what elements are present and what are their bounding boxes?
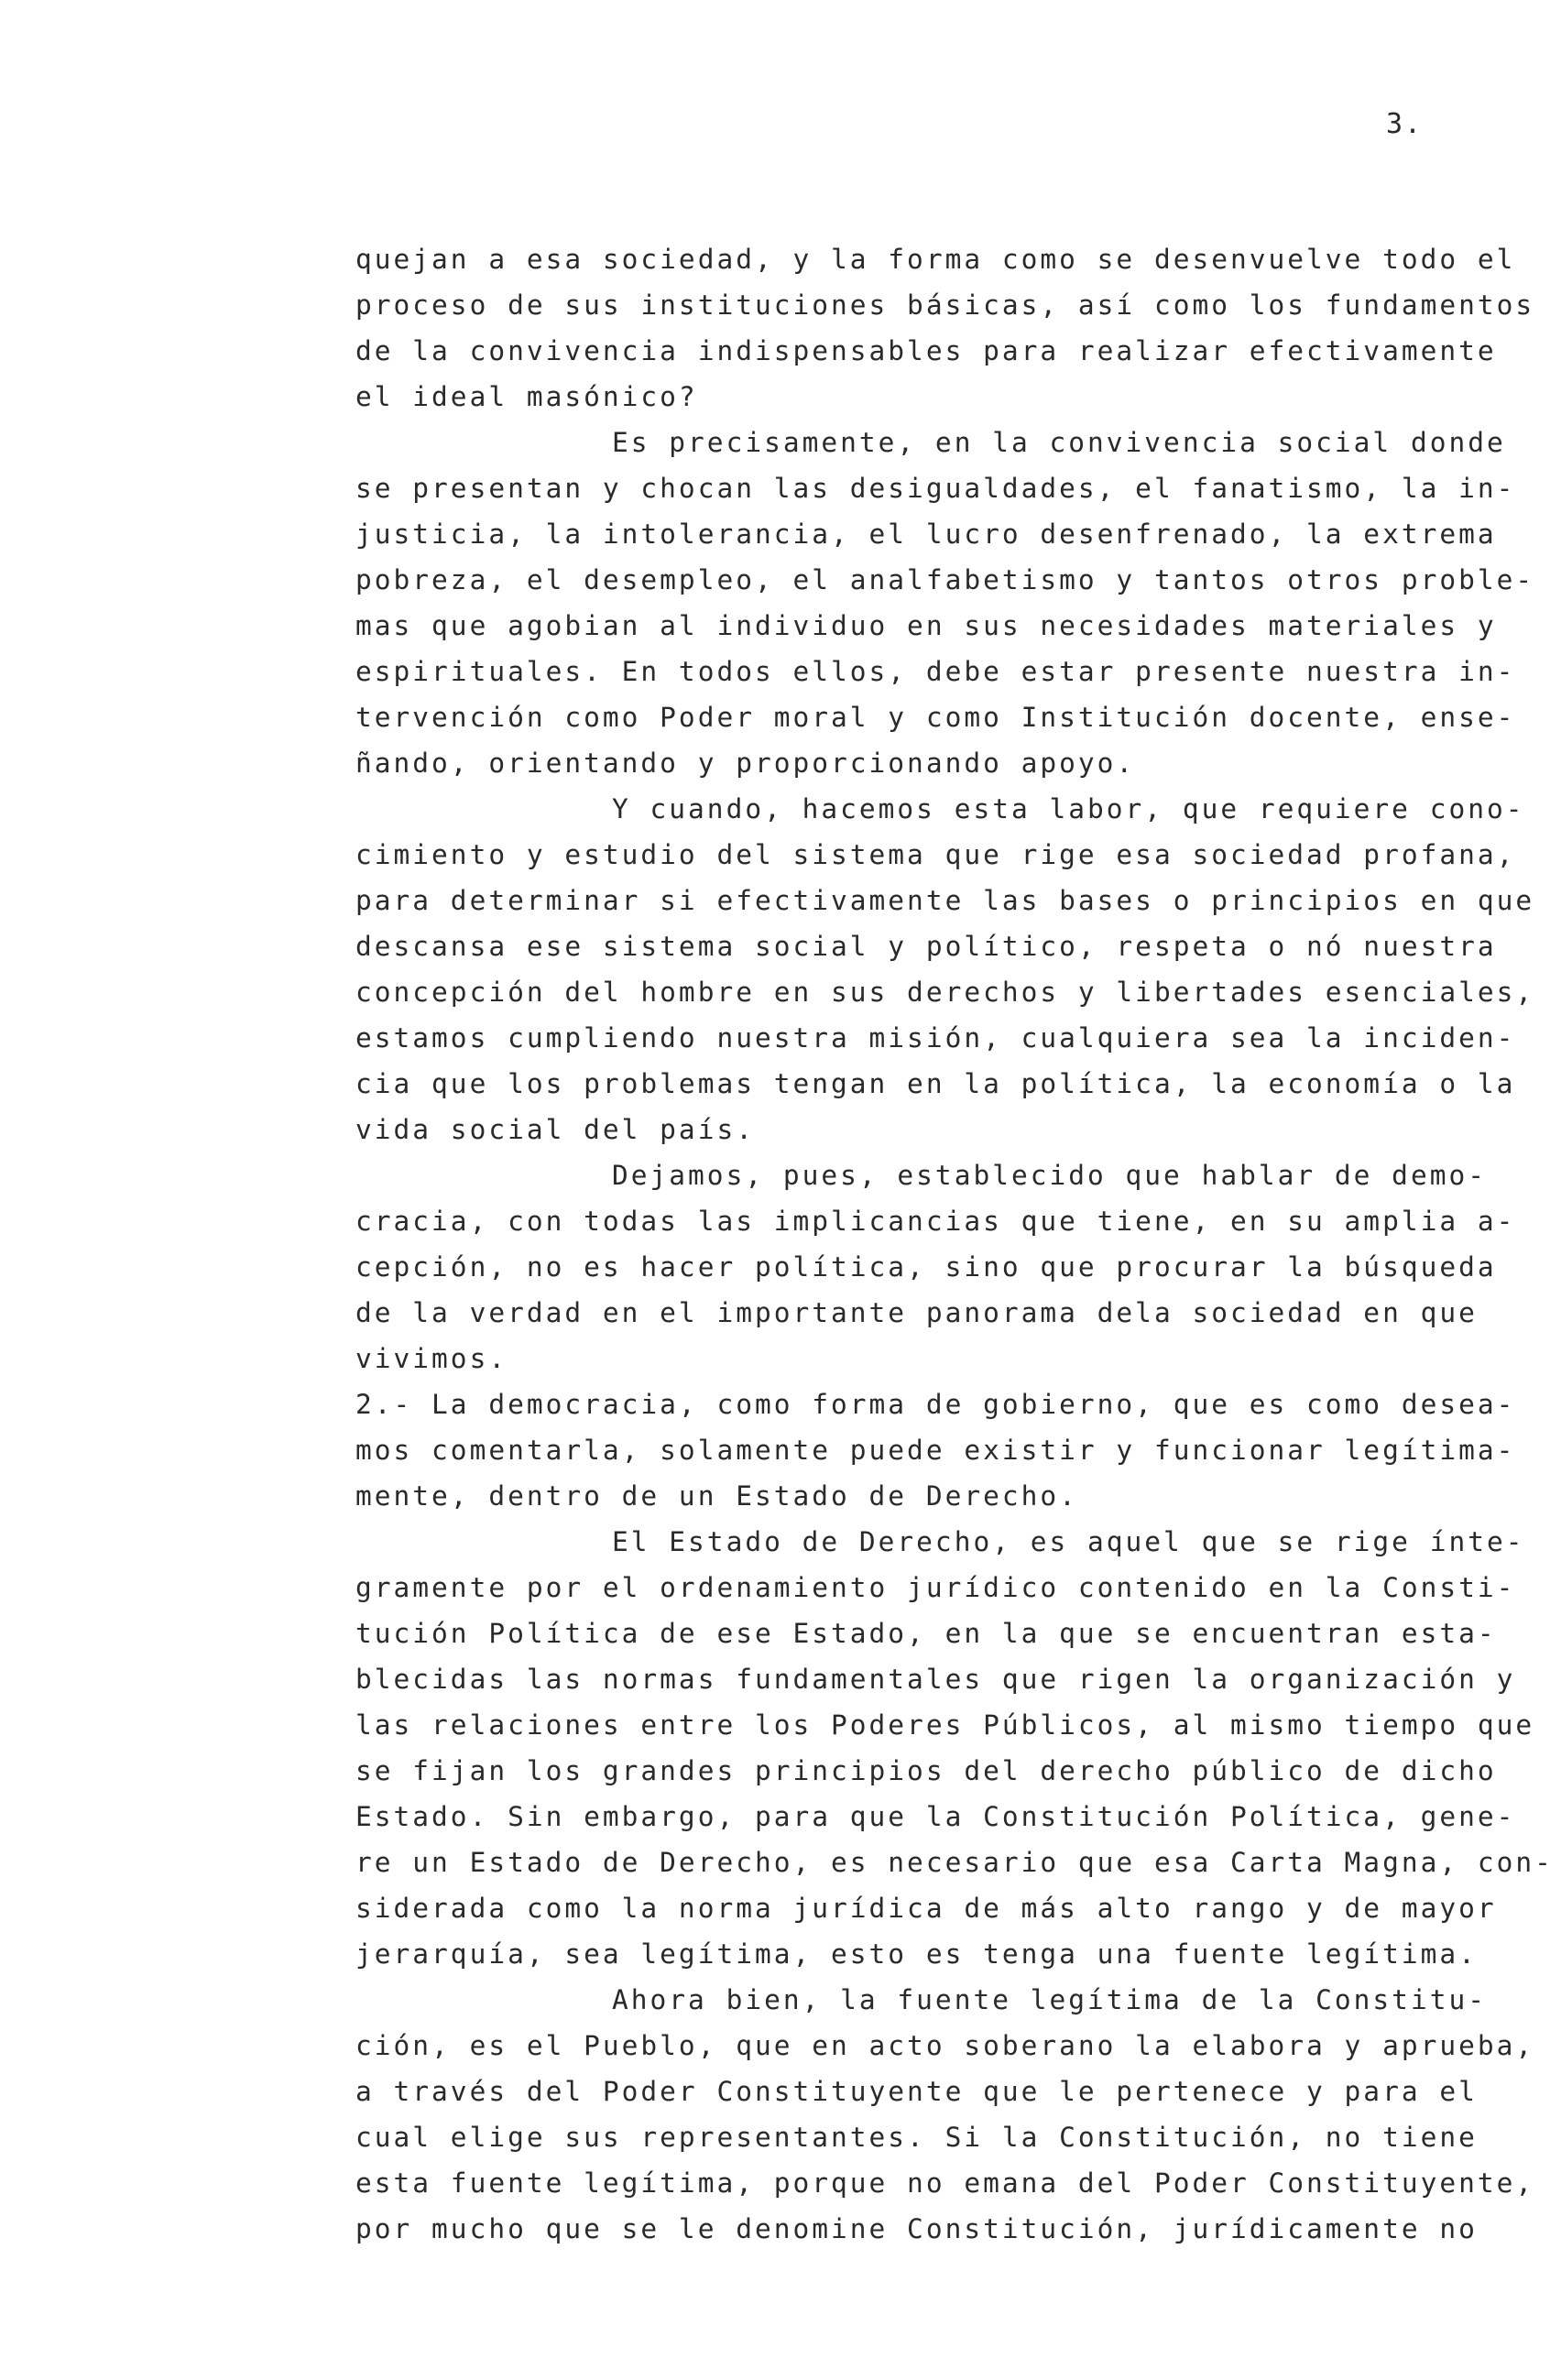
text-line: vivimos. xyxy=(355,1343,508,1374)
text-line: proceso de sus instituciones básicas, así como los fundamentos xyxy=(355,289,1535,321)
text-line: quejan a esa sociedad, y la forma como se desenvuelve todo el xyxy=(355,244,1516,275)
text-line: mas que agobian al individuo en sus necesidades materiales y xyxy=(355,610,1497,641)
text-line: se fijan los grandes principios del derecho público de dicho xyxy=(355,1755,1497,1786)
text-line: ción, es el Pueblo, que en acto soberano la elabora y aprueba, xyxy=(355,2030,1535,2061)
text-line: El Estado de Derecho, es aquel que se rige ínte- xyxy=(612,1526,1525,1557)
text-line: Dejamos, pues, establecido que hablar de demo- xyxy=(612,1160,1487,1191)
text-line: esta fuente legítima, porque no emana del Poder Constituyente, xyxy=(355,2167,1535,2199)
text-line: pobreza, el desempleo, el analfabetismo y tantos otros proble- xyxy=(355,564,1535,595)
text-line: blecidas las normas fundamentales que rigen la organización y xyxy=(355,1664,1516,1695)
text-line: cual elige sus representantes. Si la Constitución, no tiene xyxy=(355,2122,1478,2153)
text-line: cracia, con todas las implicancias que tiene, en su amplia a- xyxy=(355,1206,1516,1237)
text-line: 2.- La democracia, como forma de gobierno, que es como desea- xyxy=(355,1389,1516,1420)
text-line: vida social del país. xyxy=(355,1114,755,1145)
text-line: para determinar si efectivamente las bases o principios en que xyxy=(355,885,1535,916)
text-line: mente, dentro de un Estado de Derecho. xyxy=(355,1480,1078,1512)
text-line: justicia, la intolerancia, el lucro desenfrenado, la extrema xyxy=(355,519,1497,550)
text-line: espirituales. En todos ellos, debe estar presente nuestra in- xyxy=(355,656,1516,687)
text-line: re un Estado de Derecho, es necesario que esa Carta Magna, con- xyxy=(355,1847,1554,1878)
text-line: de la convivencia indispensables para realizar efectivamente xyxy=(355,335,1497,366)
text-line: cia que los problemas tengan en la política, la economía o la xyxy=(355,1068,1516,1099)
text-line: siderada como la norma jurídica de más alto rango y de mayor xyxy=(355,1893,1497,1924)
text-line: de la verdad en el importante panorama dela sociedad en que xyxy=(355,1297,1478,1328)
text-line: por mucho que se le denomine Constitución, jurídicamente no xyxy=(355,2213,1478,2244)
text-line: gramente por el ordenamiento jurídico contenido en la Consti- xyxy=(355,1572,1516,1603)
text-line: cimiento y estudio del sistema que rige esa sociedad profana, xyxy=(355,839,1516,870)
text-line: estamos cumpliendo nuestra misión, cualquiera sea la inciden- xyxy=(355,1022,1516,1054)
text-line: cepción, no es hacer política, sino que procurar la búsqueda xyxy=(355,1251,1497,1283)
text-line: mos comentarla, solamente puede existir y funcionar legítima- xyxy=(355,1435,1516,1466)
document-body xyxy=(355,236,1554,2252)
text-line: las relaciones entre los Poderes Públicos, al mismo tiempo que xyxy=(355,1709,1535,1741)
text-line: ñando, orientando y proporcionando apoyo. xyxy=(355,748,1136,779)
text-line: concepción del hombre en sus derechos y libertades esenciales, xyxy=(355,977,1535,1008)
text-line: Estado. Sin embargo, para que la Constitución Política, gene- xyxy=(355,1801,1516,1832)
page-number: 3. xyxy=(1386,108,1424,140)
text-line: Es precisamente, en la convivencia social donde xyxy=(612,427,1506,458)
text-line: tervención como Poder moral y como Institución docente, ense- xyxy=(355,702,1516,733)
text-line: se presentan y chocan las desigualdades, el fanatismo, la in- xyxy=(355,473,1516,504)
text-line: descansa ese sistema social y político, respeta o nó nuestra xyxy=(355,931,1497,962)
text-line: jerarquía, sea legítima, esto es tenga una fuente legítima. xyxy=(355,1938,1478,1970)
text-line: a través del Poder Constituyente que le pertenece y para el xyxy=(355,2076,1478,2107)
text-line: el ideal masónico? xyxy=(355,381,698,412)
text-line: Ahora bien, la fuente legítima de la Constitu- xyxy=(612,1984,1487,2015)
text-line: tución Política de ese Estado, en la que se encuentran esta- xyxy=(355,1618,1497,1649)
text-line: Y cuando, hacemos esta labor, que requiere cono- xyxy=(612,793,1525,824)
